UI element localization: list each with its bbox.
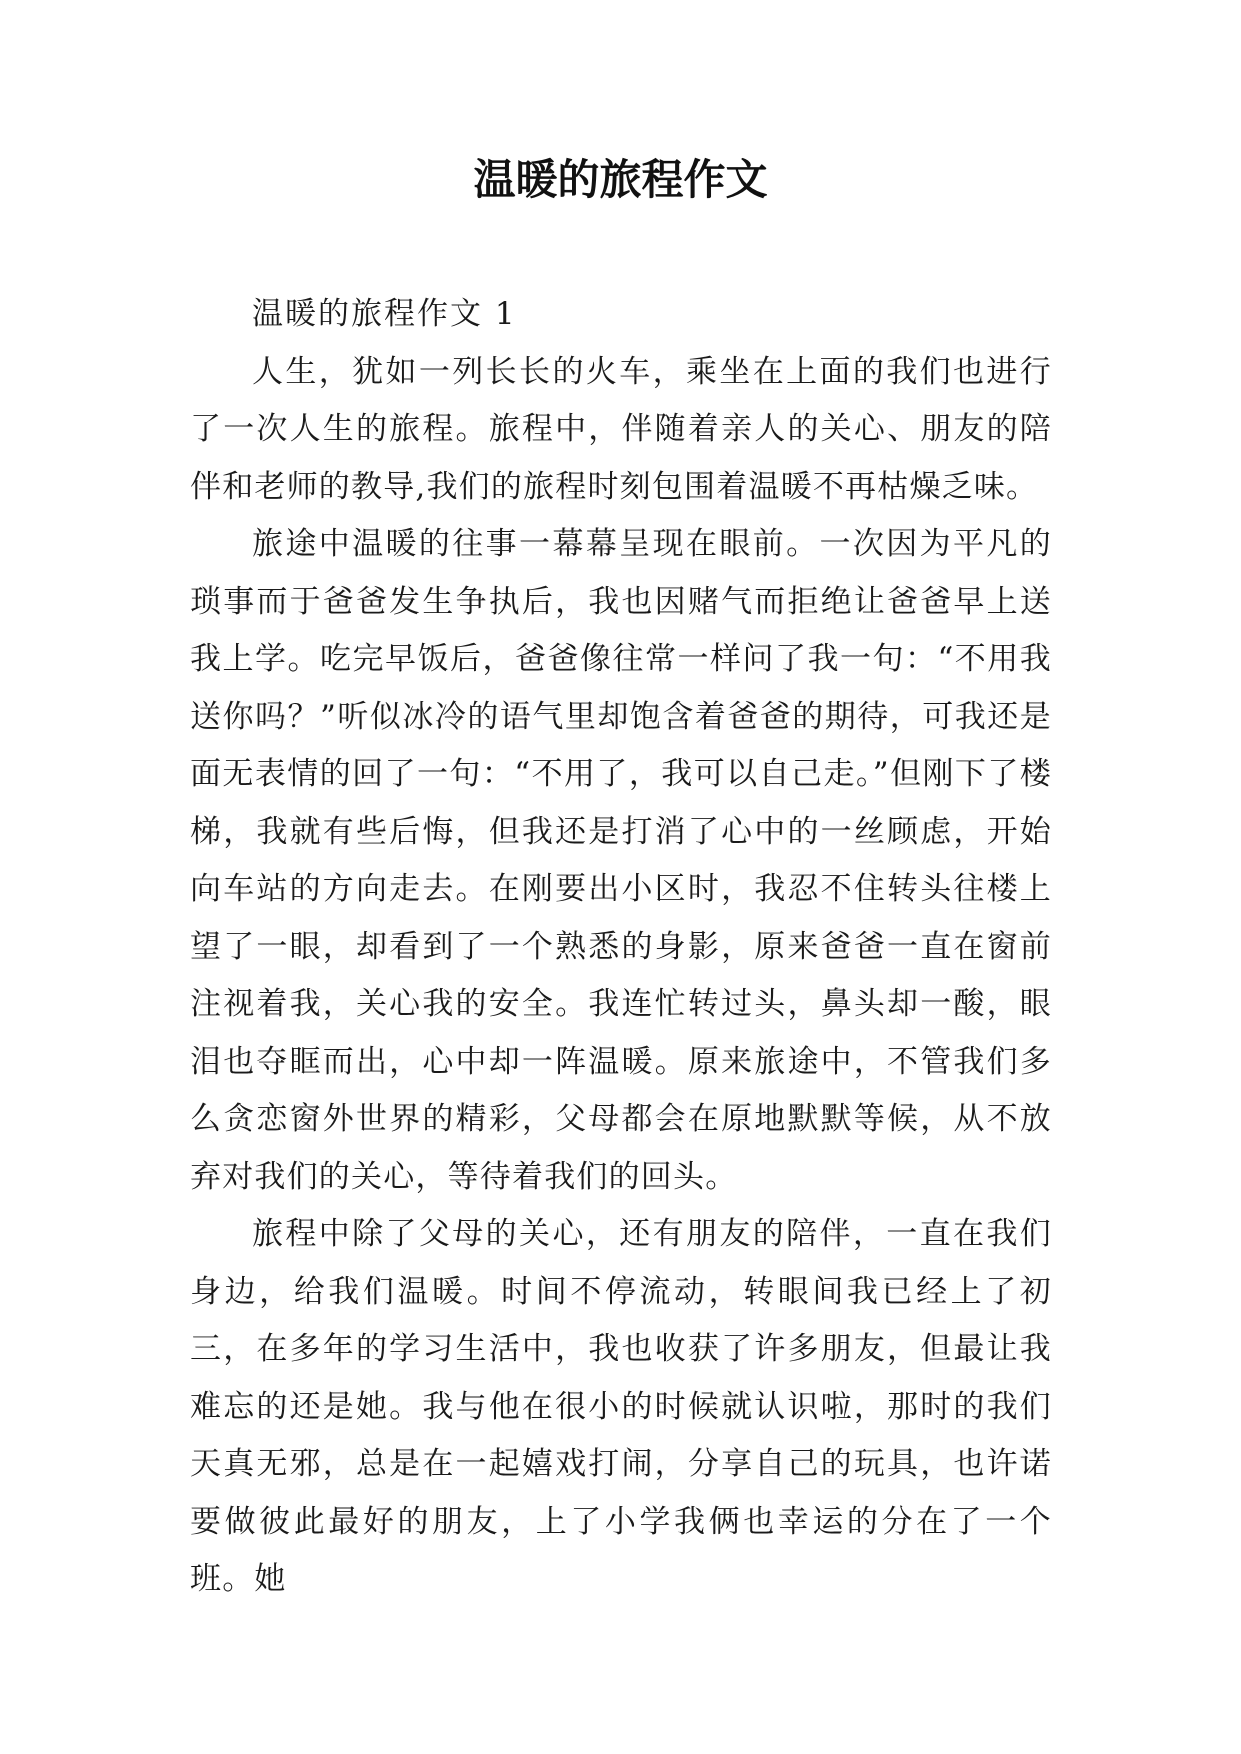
- document-body: [190, 286, 1052, 1609]
- paragraph-3: 旅程中除了父母的关心，还有朋友的陪伴，一直在我们身边，给我们温暖。时间不停流动，转眼间我已经上了初三，在多年的学习生活中，我也收获了许多朋友，但最让我难忘的还是她。我与他在很小的时候就认识啦，那时的我们天真无邪，总是在一起嬉戏打闹，分享自己的玩具，也许诺要做彼此最好的朋友，上了小学我俩也幸运的分在了一个班。她: [190, 1216, 1052, 1597]
- paragraph-1: 人生，犹如一列长长的火车，乘坐在上面的我们也进行了一次人生的旅程。旅程中，伴随着亲人的关心、朋友的陪伴和老师的教导,我们的旅程时刻包围着温暖不再枯燥乏味。: [190, 353, 1052, 505]
- section-heading: 温暖的旅程作文 1: [252, 296, 517, 332]
- document-title: 温暖的旅程作文: [473, 155, 768, 204]
- paragraph-2: 旅途中温暖的往事一幕幕呈现在眼前。一次因为平凡的琐事而于爸爸发生争执后，我也因赌气而拒绝让爸爸早上送我上学。吃完早饭后，爸爸像往常一样问了我一句：“不用我送你吗？”听似冰冷的语气里却饱含着爸爸的期待，可我还是面无表情的回了一句：“不用了，我可以自己走。”但刚下了楼梯，我就有些后悔，但我还是打消了心中的一丝顾虑，开始向车站的方向走去。在刚要出小区时，我忍不住转头往楼上望了一眼，却看到了一个熟悉的身影，原来爸爸一直在窗前注视着我，关心我的安全。我连忙转过头，鼻头却一酸，眼泪也夺眶而出，心中却一阵温暖。原来旅途中，不管我们多么贪恋窗外世界的精彩，父母都会在原地默默等候，从不放弃对我们的关心，等待着我们的回头。: [190, 526, 1052, 1195]
